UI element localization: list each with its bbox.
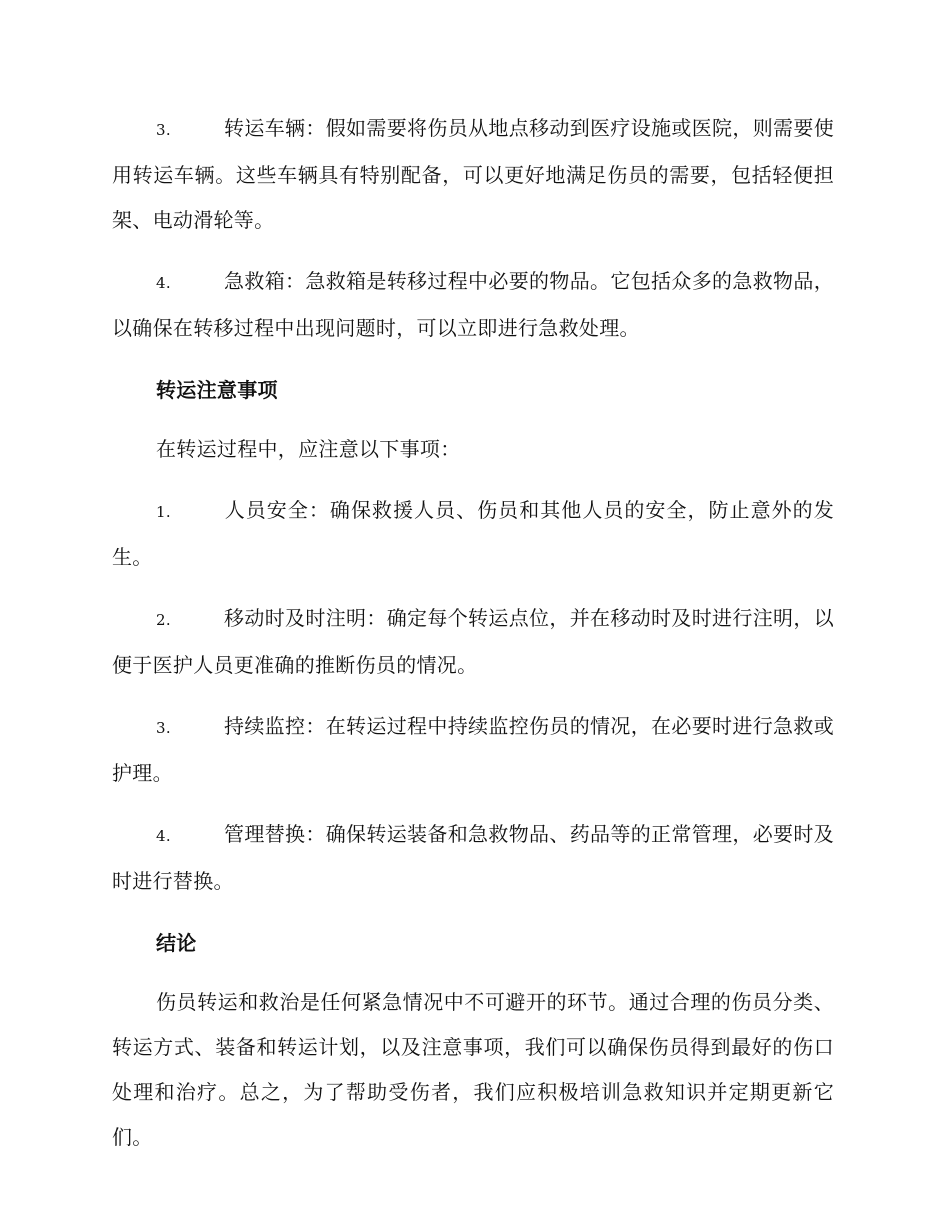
list-number: 4.	[156, 274, 171, 292]
list-item-text: 转运车辆：假如需要将伤员从地点移动到医疗设施或医院，则需要使用转运车辆。这些车辆具有特别配备，可以更好地满足伤员的需要，包括轻便担架、电动滑轮等。	[112, 116, 834, 232]
list-item-text: 移动时及时注明：确定每个转运点位，并在移动时及时进行注明，以便于医护人员更准确的推断伤员的情况。	[112, 606, 834, 677]
list-item	[112, 488, 834, 580]
list-item	[112, 106, 834, 243]
list-item	[112, 259, 834, 351]
list-number: 2.	[156, 611, 171, 629]
list-number: 3.	[156, 121, 171, 139]
list-item-text: 管理替换：确保转运装备和急救物品、药品等的正常管理，必要时及时进行替换。	[112, 822, 834, 893]
list-item	[112, 704, 834, 796]
list-item-text: 急救箱：急救箱是转移过程中必要的物品。它包括众多的急救物品，以确保在转移过程中出现问题时，可以立即进行急救处理。	[112, 269, 834, 340]
precautions-intro: 在转运过程中，应注意以下事项：	[156, 437, 461, 461]
list-item-text: 持续监控：在转运过程中持续监控伤员的情况，在必要时进行急救或护理。	[112, 714, 834, 785]
list-number: 3.	[156, 719, 171, 737]
list-item	[112, 596, 834, 688]
section-heading-conclusion: 结论	[156, 931, 197, 955]
list-number: 1.	[156, 503, 171, 521]
document-body	[112, 106, 834, 1176]
list-number: 4.	[156, 827, 171, 845]
list-item-text: 人员安全：确保救援人员、伤员和其他人员的安全，防止意外的发生。	[112, 498, 834, 569]
list-item	[112, 812, 834, 904]
conclusion-paragraph: 伤员转运和救治是任何紧急情况中不可避开的环节。通过合理的伤员分类、转运方式、装备和转运计划，以及注意事项，我们可以确保伤员得到最好的伤口处理和治疗。总之，为了帮助受伤者，我们应积极培训急救知识并定期更新它们。	[112, 990, 834, 1149]
section-heading-precautions: 转运注意事项	[156, 378, 278, 402]
